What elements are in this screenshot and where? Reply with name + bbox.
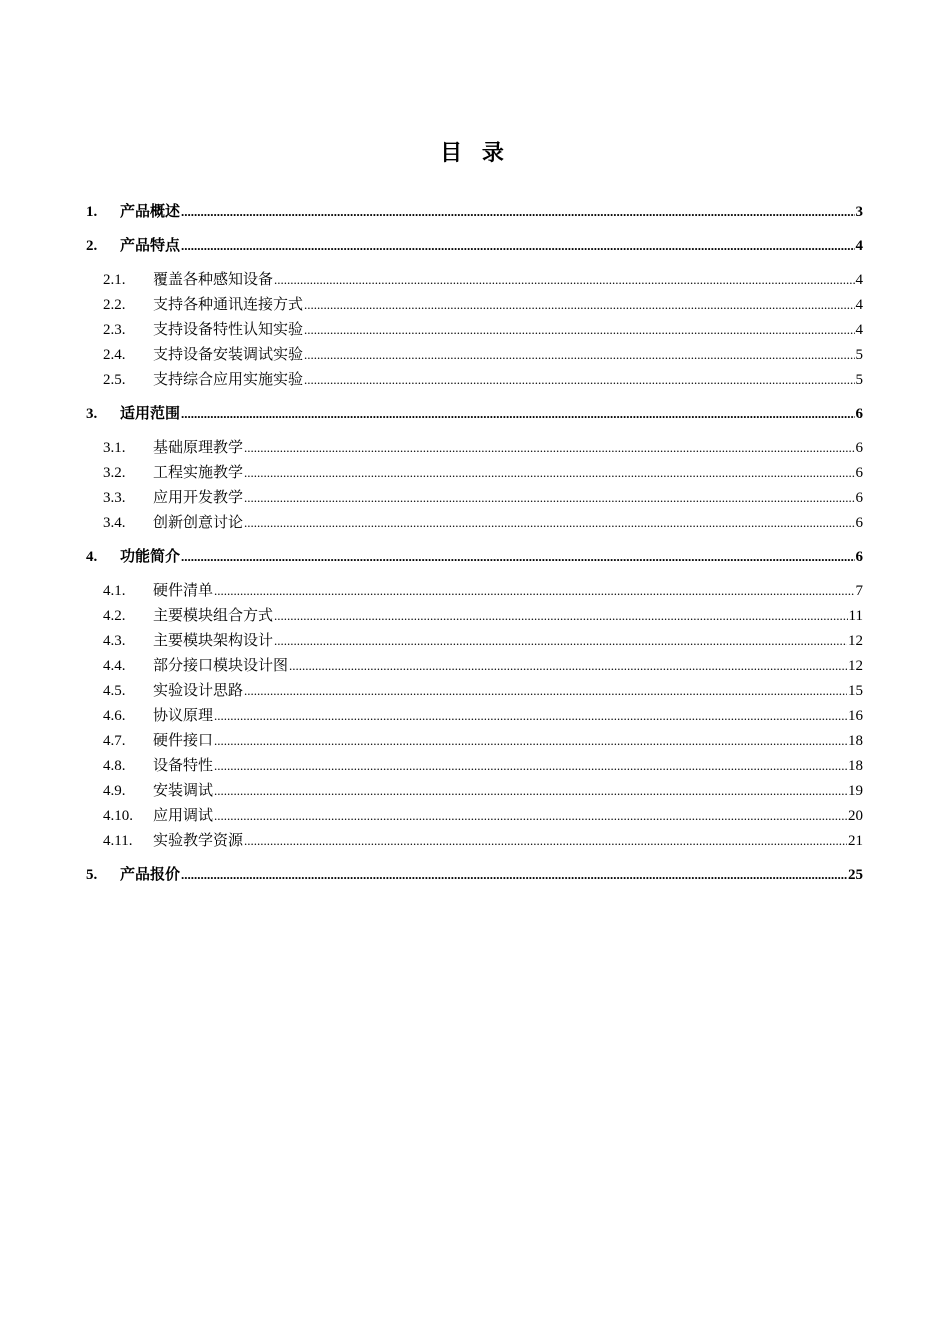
- toc-entry-page-number: 12: [848, 633, 863, 649]
- toc-entry-number: 4.4.: [103, 658, 126, 674]
- toc-entry-number: 4.3.: [103, 633, 126, 649]
- toc-entry-number: 4.8.: [103, 758, 126, 774]
- toc-entry-page-number: 4: [855, 322, 863, 338]
- toc-entry-number: 2.5.: [103, 372, 126, 388]
- toc-title: 目 录: [440, 141, 510, 166]
- toc-leader-dots: [274, 603, 848, 628]
- toc-entry-label: 支持设备特性认知实验: [153, 320, 304, 338]
- toc-leader-dots: [181, 544, 854, 569]
- toc-entry-label: 硬件清单: [153, 581, 214, 599]
- toc-entry-page-number: 5: [855, 372, 863, 388]
- toc-entry-number: 4.: [86, 549, 98, 565]
- toc-entry-number: 2.3.: [103, 322, 126, 338]
- toc-entry-page-number: 4: [855, 297, 863, 313]
- toc-entry-number: 1.: [86, 204, 98, 220]
- toc-entry-label: 应用调试: [153, 806, 214, 824]
- toc-entry-page-number: 5: [855, 347, 863, 363]
- toc-entry-label: 硬件接口: [153, 731, 214, 749]
- toc-entry-label: 创新创意讨论: [153, 513, 244, 531]
- toc-leader-dots: [214, 703, 847, 728]
- toc-entry-number: 4.11.: [103, 833, 133, 849]
- toc-entry-number: 5.: [86, 867, 98, 883]
- toc-leader-dots: [304, 367, 854, 392]
- toc-entry-subsection[interactable]: [86, 267, 863, 292]
- toc-entry-page-number: 15: [848, 683, 863, 699]
- toc-leader-dots: [244, 510, 854, 535]
- toc-entry-number: 2.2.: [103, 297, 126, 313]
- toc-entry-number: 2.: [86, 238, 98, 254]
- toc-entry-label: 实验设计思路: [153, 681, 244, 699]
- toc-entry-label: 支持各种通讯连接方式: [153, 295, 304, 313]
- toc-entry-subsection[interactable]: [86, 578, 863, 603]
- toc-entry-subsection[interactable]: [86, 367, 863, 392]
- toc-entry-subsection[interactable]: [86, 292, 863, 317]
- toc-entry-section[interactable]: [86, 199, 863, 224]
- toc-entry-section[interactable]: [86, 544, 863, 569]
- toc-entry-number: 2.1.: [103, 272, 126, 288]
- toc-entry-page-number: 18: [848, 733, 863, 749]
- toc-leader-dots: [214, 728, 847, 753]
- toc-leader-dots: [214, 753, 847, 778]
- toc-entry-label: 适用范围: [120, 404, 181, 422]
- toc-entry-subsection[interactable]: [86, 703, 863, 728]
- toc-entry-label: 工程实施教学: [153, 463, 244, 481]
- toc-entry-label: 支持综合应用实施实验: [153, 370, 304, 388]
- toc-leader-dots: [244, 828, 847, 853]
- toc-entry-label: 功能简介: [120, 547, 181, 565]
- toc-entry-page-number: 19: [848, 783, 863, 799]
- toc-entry-number: 4.1.: [103, 583, 126, 599]
- toc-entry-page-number: 4: [855, 272, 863, 288]
- toc-leader-dots: [181, 401, 854, 426]
- toc-entry-label: 支持设备安装调试实验: [153, 345, 304, 363]
- toc-entry-subsection[interactable]: [86, 653, 863, 678]
- toc-entry-page-number: 18: [848, 758, 863, 774]
- toc-entry-subsection[interactable]: [86, 753, 863, 778]
- toc-entry-subsection[interactable]: [86, 460, 863, 485]
- toc-entry-label: 产品特点: [120, 236, 181, 254]
- toc-entry-page-number: 12: [848, 658, 863, 674]
- toc-entry-label: 协议原理: [153, 706, 214, 724]
- toc-entry-subsection[interactable]: [86, 803, 863, 828]
- toc-leader-dots: [304, 342, 854, 367]
- toc-entry-label: 基础原理教学: [153, 438, 244, 456]
- toc-entry-label: 设备特性: [153, 756, 214, 774]
- toc-entry-label: 实验教学资源: [153, 831, 244, 849]
- toc-entry-subsection[interactable]: [86, 628, 863, 653]
- toc-entry-label: 部分接口模块设计图: [153, 656, 289, 674]
- toc-entry-number: 4.5.: [103, 683, 126, 699]
- toc-entry-number: 4.9.: [103, 783, 126, 799]
- toc-entry-number: 3.2.: [103, 465, 126, 481]
- toc-entry-page-number: 7: [855, 583, 863, 599]
- toc-entry-label: 主要模块组合方式: [153, 606, 274, 624]
- toc-entry-page-number: 6: [855, 406, 863, 422]
- toc-entry-page-number: 6: [855, 515, 863, 531]
- toc-leader-dots: [304, 317, 854, 342]
- toc-entry-subsection[interactable]: [86, 728, 863, 753]
- toc-entry-number: 2.4.: [103, 347, 126, 363]
- toc-leader-dots: [181, 199, 854, 224]
- toc-leader-dots: [289, 653, 847, 678]
- toc-entry-number: 3.: [86, 406, 98, 422]
- toc-entry-page-number: 6: [855, 490, 863, 506]
- toc-leader-dots: [181, 233, 854, 258]
- toc-entry-label: 产品报价: [120, 865, 181, 883]
- toc-entry-label: 产品概述: [120, 202, 181, 220]
- toc-entry-number: 4.7.: [103, 733, 126, 749]
- toc-entry-subsection[interactable]: [86, 485, 863, 510]
- toc-entry-page-number: 6: [855, 440, 863, 456]
- toc-leader-dots: [244, 678, 847, 703]
- toc-entry-subsection[interactable]: [86, 678, 863, 703]
- toc-entry-number: 3.1.: [103, 440, 126, 456]
- toc-entry-page-number: 20: [848, 808, 863, 824]
- toc-entry-page-number: 6: [855, 465, 863, 481]
- toc-entry-number: 4.6.: [103, 708, 126, 724]
- toc-entry-page-number: 4: [855, 238, 863, 254]
- toc-entry-label: 主要模块架构设计: [153, 631, 274, 649]
- toc-entry-page-number: 21: [848, 833, 863, 849]
- toc-entry-subsection[interactable]: [86, 828, 863, 853]
- toc-entry-page-number: 11: [848, 608, 863, 624]
- toc-entry-label: 覆盖各种感知设备: [153, 270, 274, 288]
- toc-entry-subsection[interactable]: [86, 317, 863, 342]
- toc-entry-section[interactable]: [86, 401, 863, 426]
- toc-leader-dots: [244, 485, 854, 510]
- toc-entry-subsection[interactable]: [86, 342, 863, 367]
- toc-leader-dots: [214, 803, 847, 828]
- toc-entry-number: 4.2.: [103, 608, 126, 624]
- toc-entry-section[interactable]: [86, 862, 863, 887]
- toc-entry-label: 应用开发教学: [153, 488, 244, 506]
- toc-entry-number: 4.10.: [103, 808, 133, 824]
- toc-entry-label: 安装调试: [153, 781, 214, 799]
- toc-entry-subsection[interactable]: [86, 778, 863, 803]
- toc-entry-number: 3.4.: [103, 515, 126, 531]
- toc-entry-number: 3.3.: [103, 490, 126, 506]
- toc-leader-dots: [304, 292, 854, 317]
- toc-leader-dots: [214, 578, 854, 603]
- toc-entry-section[interactable]: [86, 233, 863, 258]
- toc-entry-page-number: 3: [855, 204, 863, 220]
- toc-leader-dots: [244, 435, 854, 460]
- toc-leader-dots: [244, 460, 854, 485]
- toc-leader-dots: [274, 628, 847, 653]
- toc-leader-dots: [181, 862, 847, 887]
- toc-entry-page-number: 16: [848, 708, 863, 724]
- toc-leader-dots: [214, 778, 847, 803]
- toc-entry-subsection[interactable]: [86, 510, 863, 535]
- toc-entry-subsection[interactable]: [86, 603, 863, 628]
- toc-entry-page-number: 6: [855, 549, 863, 565]
- table-of-contents: [86, 199, 863, 887]
- toc-leader-dots: [274, 267, 854, 292]
- toc-entry-subsection[interactable]: [86, 435, 863, 460]
- toc-entry-page-number: 25: [848, 867, 863, 883]
